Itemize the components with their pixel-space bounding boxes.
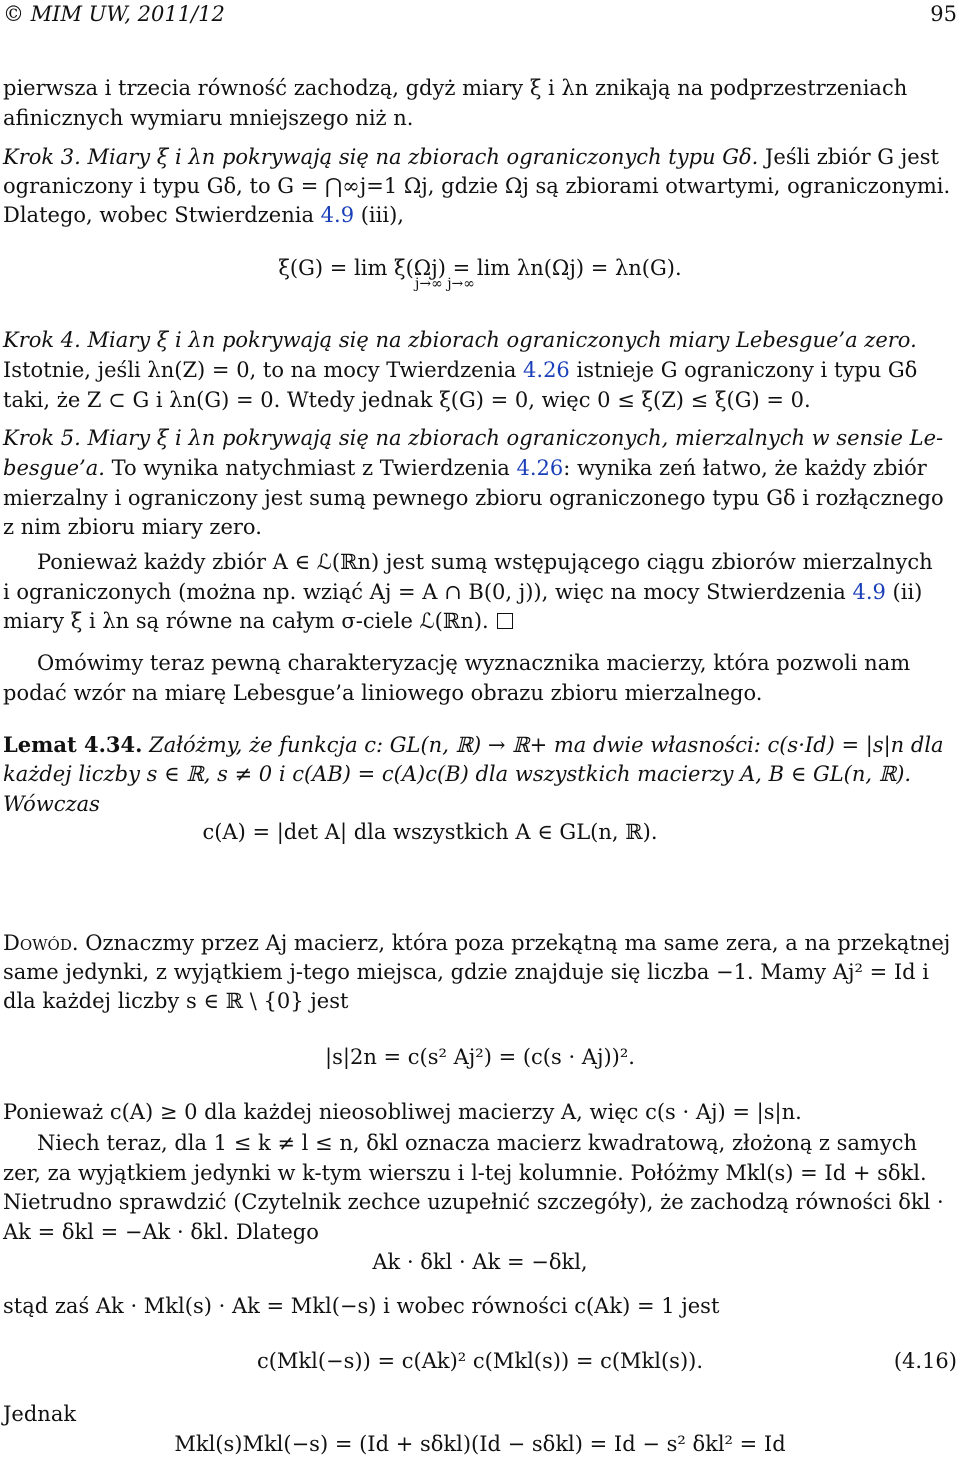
text-line: zer, za wyjątkiem jedynki w k-tym wierszu i l-tej kolumnie. Połóżmy Mkl(s) = Id + sδkl. xyxy=(3,1161,927,1185)
text-line: mierzalny i ograniczony jest sumą pewnego zbioru ograniczonego typu Gδ i rozłącznego xyxy=(3,486,944,510)
lemma: Lemat 4.34. Załóżmy, że funkcja c: GL(n, ℝ) → ℝ+ ma dwie własności: c(s·Id) = |s|n dla xyxy=(3,732,944,757)
text-line: same jedynki, z wyjątkiem j-tego miejsca, gdzie znajduje się liczba −1. Mamy Aj² = Id i xyxy=(3,960,930,984)
text-line: Nietrudno sprawdzić (Czytelnik zechce uzupełnić szczegóły), że zachodzą równości δkl · xyxy=(3,1190,944,1214)
text-line: i ograniczonych (można np. wziąć Aj = A ∩ B(0, j)), więc na mocy Stwierdzenia 4.9 (ii) xyxy=(3,580,923,604)
text-line: podać wzór na miarę Lebesgue’a liniowego obrazu zbioru mierzalnego. xyxy=(3,681,763,705)
ref-link[interactable]: 4.9 xyxy=(852,580,886,604)
text-line: Niech teraz, dla 1 ≤ k ≠ l ≤ n, δkl oznacza macierz kwadratową, złożoną z samych xyxy=(37,1131,918,1155)
lemma-label: Lemat 4.34. xyxy=(3,732,143,757)
equation-4-16: c(Mkl(−s)) = c(Ak)² c(Mkl(s)) = c(Mkl(s)). (4.16) xyxy=(256,1349,957,1373)
equation: Mkl(s)Mkl(−s) = (Id + sδkl)(Id − sδkl) = Id − s² δkl² = Id xyxy=(174,1432,786,1456)
equation: c(A) = |det A| dla wszystkich A ∈ GL(n, ℝ). xyxy=(202,820,658,844)
text-line: stąd zaś Ak · Mkl(s) · Ak = Mkl(−s) i wobec równości c(Ak) = 1 jest xyxy=(3,1294,720,1318)
text-line: Wówczas xyxy=(3,792,100,816)
equation: ξ(G) = lim ξ(Ωj) = lim λn(Ωj) = λn(G). j→∞ j→∞ xyxy=(278,256,682,292)
text-line: Dlatego, wobec Stwierdzenia 4.9 (iii), xyxy=(3,203,404,227)
equation-number: (4.16) xyxy=(893,1349,957,1373)
text-line: taki, że Z ⊂ G i λn(G) = 0. Wtedy jednak ξ(G) = 0, więc 0 ≤ ξ(Z) ≤ ξ(G) = 0. xyxy=(3,388,811,412)
text-line: ograniczony i typu Gδ, to G = ⋂∞j=1 Ωj, gdzie Ωj są zbiorami otwartymi, ograniczonymi. xyxy=(3,174,951,198)
text-line: miary ξ i λn są równe na całym σ-ciele ℒ(ℝn). xyxy=(3,607,957,637)
krok-3: Krok 3. Miary ξ i λn pokrywają się na zbiorach ograniczonych typu Gδ. Jeśli zbiór G jest xyxy=(3,145,939,169)
text-line: besgue’a. To wynika natychmiast z Twierdzenia 4.26: wynika zeń łatwo, że każdy zbiór xyxy=(3,456,927,480)
text-line: afinicznych wymiaru mniejszego niż n. xyxy=(3,106,414,130)
text-line: Jednak xyxy=(3,1402,77,1426)
text-line: z nim zbioru miary zero. xyxy=(3,515,262,539)
ref-link[interactable]: 4.26 xyxy=(516,456,564,480)
krok-3-title: Krok 3. Miary ξ i λn pokrywają się na zbiorach ograniczonych typu Gδ. xyxy=(3,145,759,169)
krok-5: Krok 5. Miary ξ i λn pokrywają się na zbiorach ograniczonych, mierzalnych w sensie Le- xyxy=(3,426,944,450)
text-line: Ponieważ każdy zbiór A ∈ ℒ(ℝn) jest sumą wstępującego ciągu zbiorów mierzalnych xyxy=(37,550,933,574)
text-line: Ak = δkl = −Ak · δkl. Dlatego xyxy=(3,1220,319,1244)
text-line: Ponieważ c(A) ≥ 0 dla każdej nieosobliwej macierzy A, więc c(s · Aj) = |s|n. xyxy=(3,1100,802,1124)
qed-box xyxy=(497,613,513,629)
krok-4: Krok 4. Miary ξ i λn pokrywają się na zbiorach ograniczonych miary Lebesgue’a zero. xyxy=(3,328,917,352)
ref-link[interactable]: 4.9 xyxy=(320,203,355,227)
text-line: Istotnie, jeśli λn(Z) = 0, to na mocy Twierdzenia 4.26 istnieje G ograniczony i typu Gδ xyxy=(3,358,918,382)
text-line: Omówimy teraz pewną charakteryzację wyznacznika macierzy, która pozwoli nam xyxy=(37,651,911,675)
header-left: © MIM UW, 2011/12 xyxy=(3,2,225,26)
ref-link[interactable]: 4.26 xyxy=(523,358,570,382)
equation: |s|2n = c(s² Aj²) = (c(s · Aj))². xyxy=(325,1045,635,1069)
page-number: 95 xyxy=(930,2,957,26)
text-line: dla każdej liczby s ∈ ℝ \ {0} jest xyxy=(3,989,349,1013)
proof: Dowód. Oznaczmy przez Aj macierz, która poza przekątną ma same zera, a na przekątnej xyxy=(3,931,951,955)
proof-label: Dowód. xyxy=(3,931,79,955)
text-line: każdej liczby s ∈ ℝ, s ≠ 0 i c(AB) = c(A)c(B) dla wszystkich macierzy A, B ∈ GL(n, ℝ). xyxy=(3,762,912,786)
equation: Ak · δkl · Ak = −δkl, xyxy=(372,1250,588,1274)
text-line: pierwsza i trzecia równość zachodzą, gdyż miary ξ i λn znikają na podprzestrzeniach xyxy=(3,76,908,100)
running-header xyxy=(3,2,957,28)
